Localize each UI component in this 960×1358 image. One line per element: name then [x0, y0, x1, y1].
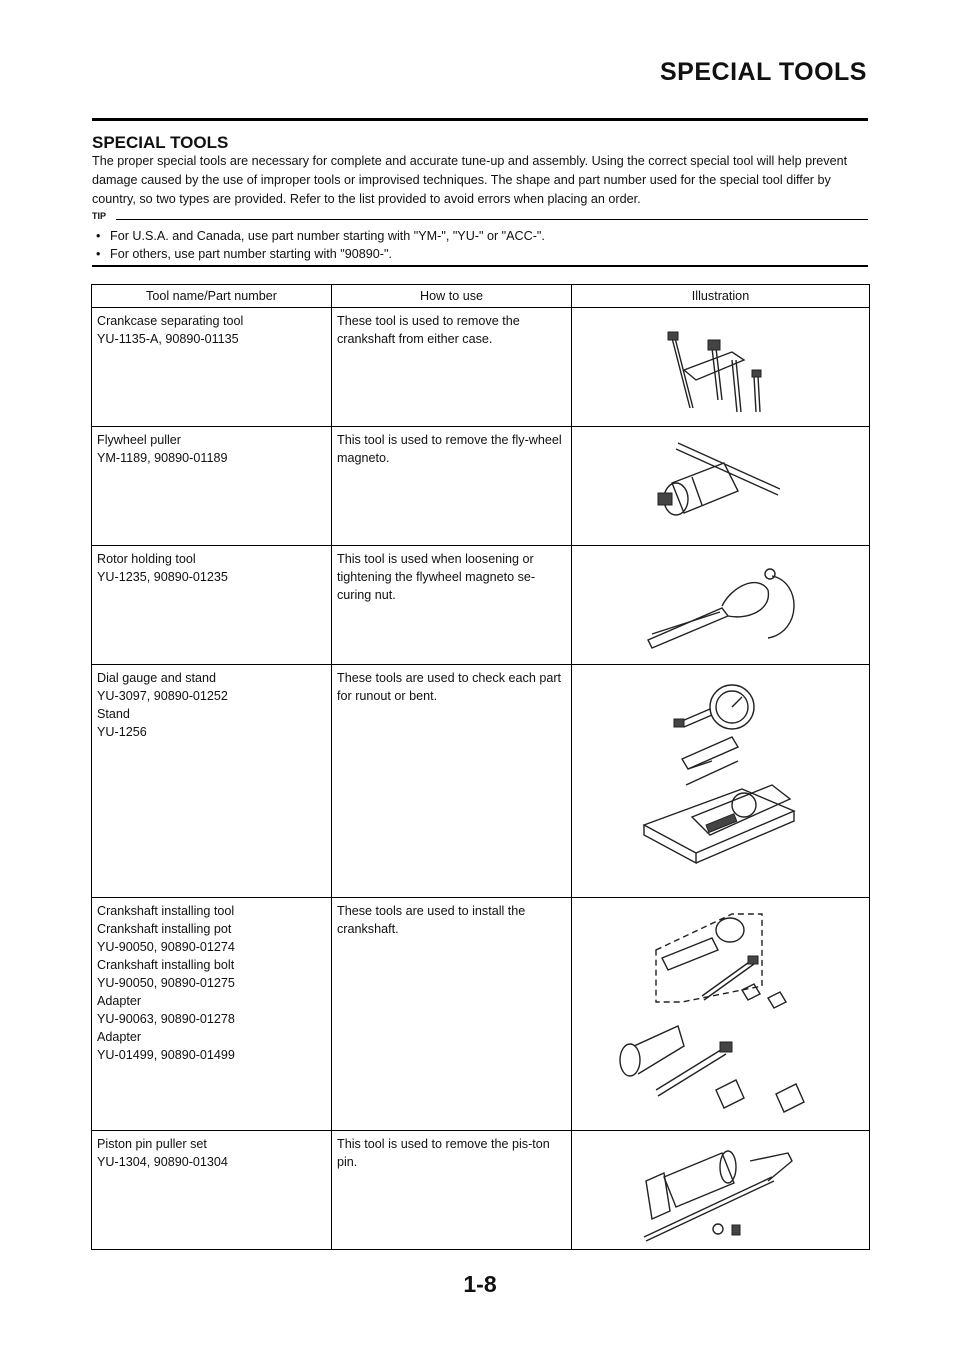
header-rule [92, 118, 868, 121]
table-row [92, 308, 870, 427]
how-to-use-cell: This tool is used when loosening or tightening the flywheel magneto se-curing nut. [332, 546, 572, 665]
flywheel-puller-illustration [572, 427, 870, 545]
how-to-use-cell: These tool is used to remove the crankshaft from either case. [332, 308, 572, 427]
tool-name-line: Crankcase separating tool [97, 314, 244, 328]
page-header-title: SPECIAL TOOLS [659, 58, 867, 86]
tip-item: • For U.S.A. and Canada, use part number starting with "YM-", "YU-" or "ACC-". [92, 227, 868, 245]
tool-name-line: YU-1304, 90890-01304 [97, 1155, 228, 1169]
tool-name-cell [92, 546, 332, 665]
dial-gauge-and-stand-illustration [572, 665, 870, 897]
tool-name-cell [92, 308, 332, 427]
tool-name-line: Stand [97, 707, 130, 721]
table-row [92, 427, 870, 546]
how-to-use-cell: These tools are used to install the crankshaft. [332, 898, 572, 1131]
tip-list [92, 227, 868, 263]
tool-name-line: YU-90050, 90890-01275 [97, 976, 235, 990]
table-row [92, 665, 870, 898]
how-to-use-cell: This tool is used to remove the pis-ton pin. [332, 1131, 572, 1250]
tool-name-cell [92, 898, 332, 1131]
tool-name-line: YU-3097, 90890-01252 [97, 689, 228, 703]
table-row [92, 1131, 870, 1250]
page-number: 1-8 [463, 1271, 497, 1297]
tool-name-line: Dial gauge and stand [97, 671, 217, 685]
tool-name-line: Flywheel puller [97, 433, 181, 447]
illustration-cell [572, 308, 870, 427]
crankshaft-installing-tool-illustration [572, 898, 870, 1130]
piston-pin-puller-set-illustration [572, 1131, 870, 1249]
table-row [92, 546, 870, 665]
tool-name-cell [92, 1131, 332, 1250]
tool-name-line: Rotor holding tool [97, 552, 196, 566]
tool-name-line: YM-1189, 90890-01189 [97, 451, 228, 465]
illustration-cell [572, 427, 870, 546]
tool-name-line: Adapter [97, 994, 142, 1008]
rotor-holding-tool-illustration [572, 546, 870, 664]
tool-name-line: Crankshaft installing tool [97, 904, 235, 918]
tip-label: TIP [92, 211, 107, 221]
section-title: SPECIAL TOOLS [92, 133, 229, 152]
table-row [92, 898, 870, 1131]
col-header-illustration: Illustration [572, 285, 870, 308]
crankcase-separating-tool-illustration [572, 308, 870, 426]
tool-name-line: Piston pin puller set [97, 1137, 207, 1151]
col-header-how-to-use: How to use [332, 285, 572, 308]
tool-name-line: YU-1256 [97, 725, 147, 739]
tool-name-line: YU-1235, 90890-01235 [97, 570, 228, 584]
how-to-use-cell: This tool is used to remove the fly-wheel magneto. [332, 427, 572, 546]
tool-name-cell [92, 427, 332, 546]
tool-name-line: YU-90063, 90890-01278 [97, 1012, 235, 1026]
tool-name-line: Crankshaft installing pot [97, 922, 232, 936]
tool-name-line: YU-01499, 90890-01499 [97, 1048, 235, 1062]
illustration-cell [572, 665, 870, 898]
col-header-tool-name: Tool name/Part number [92, 285, 332, 308]
table-header-row [92, 285, 870, 308]
tool-name-line: YU-1135-A, 90890-01135 [97, 332, 239, 346]
tip-rule [116, 219, 868, 220]
illustration-cell [572, 546, 870, 665]
intro-paragraph: The proper special tools are necessary for complete and accurate tune-up and assembly. Using the correct special tool will help prevent damage caused by the use of improper tools or improvised techniques. The shape and part number used for the special tool differ by country, so two types are provided. Refer to the list provided to avoid errors when placing an order. [92, 154, 848, 206]
tool-name-line: Adapter [97, 1030, 142, 1044]
tool-name-line: Crankshaft installing bolt [97, 958, 235, 972]
illustration-cell [572, 898, 870, 1131]
tool-name-line: YU-90050, 90890-01274 [97, 940, 235, 954]
tip-item: • For others, use part number starting with "90890-". [92, 245, 868, 263]
tool-name-cell [92, 665, 332, 898]
special-tools-table [91, 284, 870, 1250]
tip-end-rule [92, 265, 868, 267]
how-to-use-cell: These tools are used to check each part for runout or bent. [332, 665, 572, 898]
illustration-cell [572, 1131, 870, 1250]
